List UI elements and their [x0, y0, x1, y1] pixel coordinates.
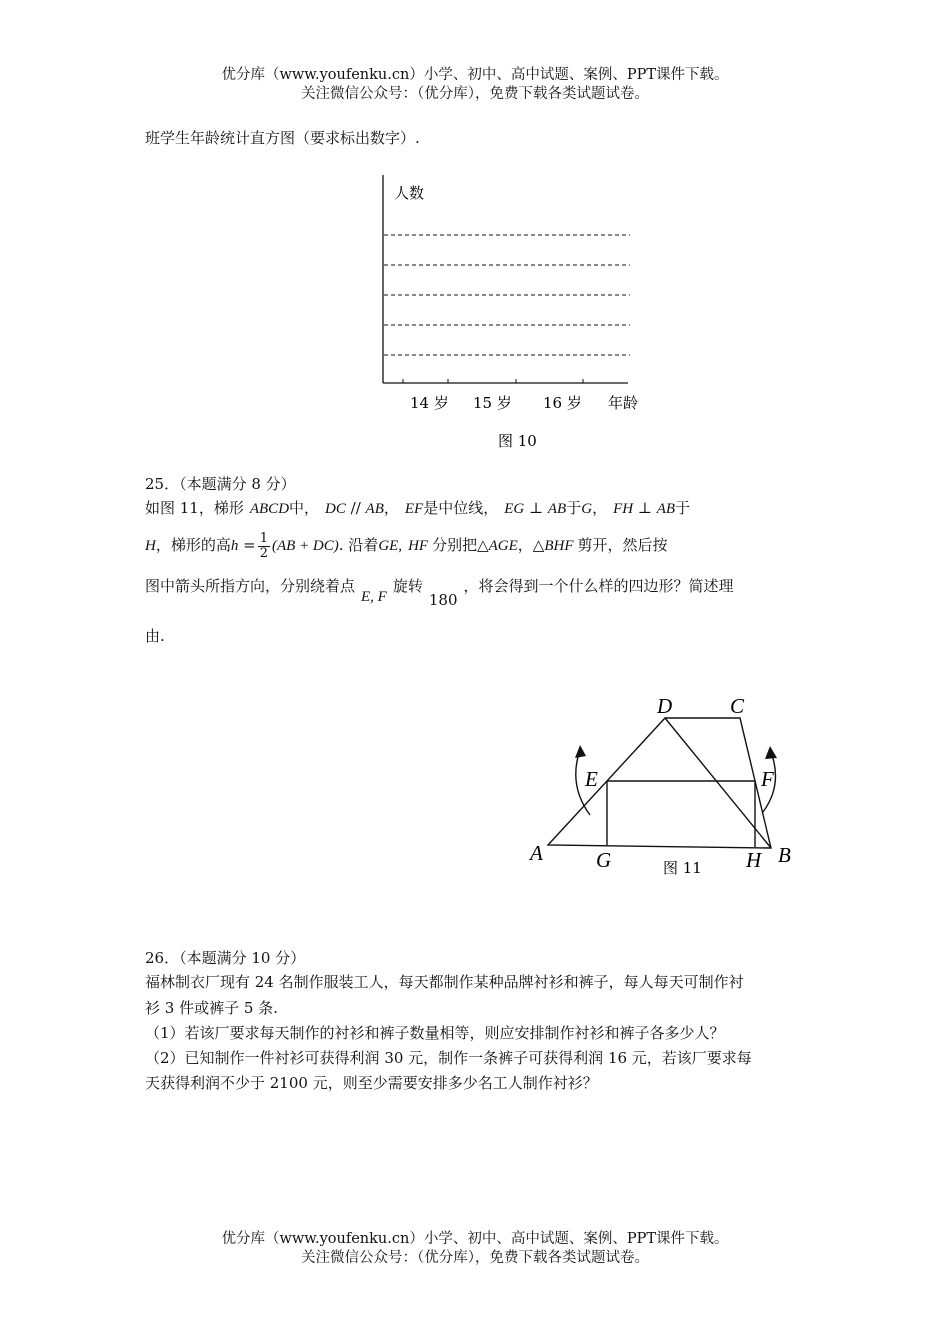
label-c: C [730, 694, 745, 718]
q25-line-1: 如图 11，梯形 ABCD中， DC // AB， EF是中位线， EG ⊥ AB于G， FH ⊥ AB于 [145, 499, 691, 517]
header-line-1: 优分库（www.youfenku.cn）小学、初中、高中试题、案例、PPT课件下载。 [221, 67, 729, 83]
category-label: 15 岁 [473, 394, 512, 412]
trapezoid-abcd [548, 718, 771, 848]
label-a: A [530, 841, 543, 865]
q25-line-4: 由. [145, 627, 165, 645]
intro-text: 班学生年龄统计直方图（要求标出数字）. [145, 129, 420, 147]
figure-10-chart [0, 160, 950, 460]
x-axis-label: 年龄 [608, 394, 639, 412]
figure-10-caption: 图 10 [498, 432, 537, 450]
q26-title: 26．（本题满分 10 分） [145, 949, 306, 967]
label-e: E [585, 767, 598, 791]
q26-part-2-line-2: 天获得利润不少于 2100 元，则至少需要安排多少名工人制作衬衫？ [145, 1074, 598, 1092]
gridlines [384, 235, 630, 355]
q26-line-1: 福林制衣厂现有 24 名制作服装工人，每天都制作某种品牌衬衫和裤子，每人每天可制作衬 [145, 973, 744, 991]
q26-part-2-line-1: （2）已知制作一件衬衫可获得利润 30 元，制作一条裤子可获得利润 16 元，若该厂要求每 [145, 1049, 752, 1067]
header-line-2: 关注微信公众号：（优分库），免费下载各类试题试卷。 [301, 86, 649, 102]
category-label: 14 岁 [410, 394, 449, 412]
label-f: F [761, 767, 774, 791]
page-header [0, 66, 950, 104]
label-g: G [596, 848, 612, 872]
footer-line-2: 关注微信公众号：（优分库），免费下载各类试题试卷。 [301, 1250, 649, 1266]
category-labels [410, 394, 582, 412]
page-footer [0, 1230, 950, 1268]
fraction-one-half: $\frac{1}{2}$ [259, 530, 268, 561]
label-d: D [657, 694, 673, 718]
label-h: H [746, 848, 762, 872]
category-label: 16 岁 [543, 394, 582, 412]
figure-11-caption: 图 11 [663, 859, 702, 877]
y-axis-label: 人数 [394, 184, 425, 202]
arrowhead-right [765, 746, 777, 759]
footer-line-1: 优分库（www.youfenku.cn）小学、初中、高中试题、案例、PPT课件下载。 [221, 1231, 729, 1247]
q25-title: 25．（本题满分 8 分） [145, 475, 296, 493]
q25-line-2: H，梯形的高h = $\frac{1}{2}$ (AB + DC). 沿着GE, HF 分别把△AGE，△BHF 剪开，然后按 [145, 530, 668, 561]
label-b: B [778, 843, 791, 867]
q26-part-1: （1）若该厂要求每天制作的衬衫和裤子数量相等，则应安排制作衬衫和裤子各多少人？ [145, 1024, 725, 1042]
q26-line-2: 衫 3 件或裤子 5 条. [145, 999, 278, 1017]
arrowhead-left [575, 745, 586, 758]
q25-line-3: 图中箭头所指方向，分别绕着点E, F旋转180，将会得到一个什么样的四边形？简述理 [145, 577, 734, 609]
figure-11-diagram [0, 690, 950, 890]
